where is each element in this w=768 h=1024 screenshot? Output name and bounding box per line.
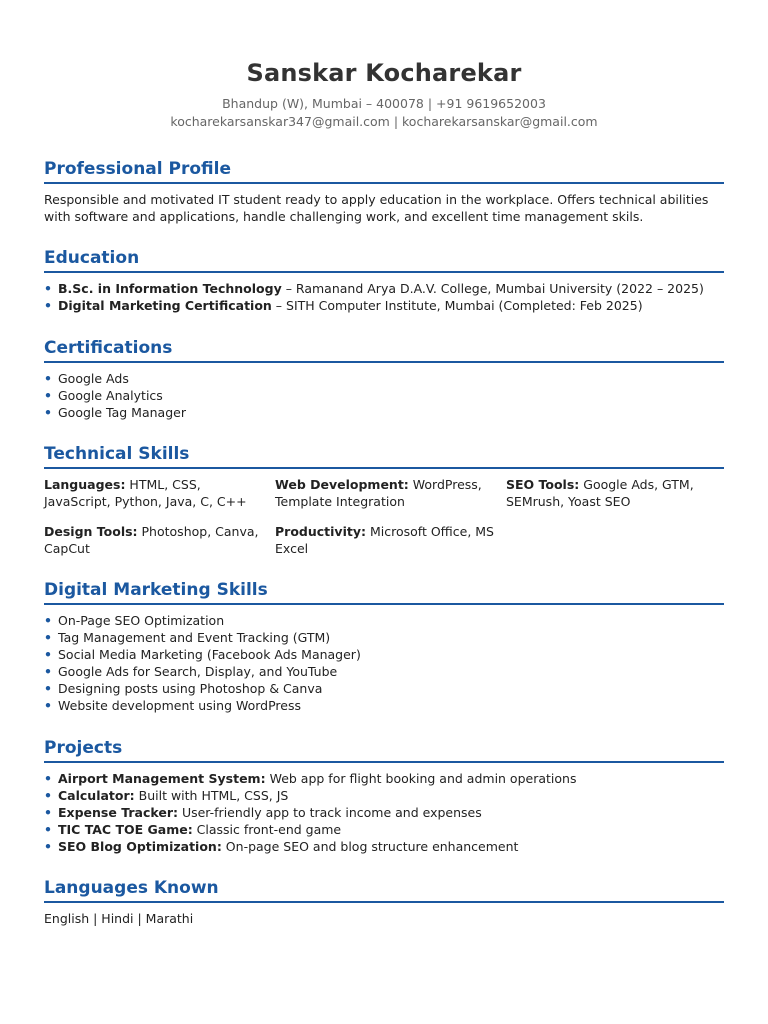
skill-value: HTML, CSS, JavaScript, Python, Java, C, C++ — [44, 477, 247, 509]
languages-text: English | Hindi | Marathi — [44, 911, 194, 926]
skill-design-tools — [44, 523, 275, 557]
project-description: Built with HTML, CSS, JS — [134, 788, 289, 803]
project-name: TIC TAC TOE Game: — [58, 822, 193, 837]
project-name: Calculator: — [58, 788, 135, 803]
contact-info — [0, 95, 768, 130]
profile-text: Responsible and motivated IT student ready to apply education in the workplace. Offers technical abilities with software and applications, handle challenging work, and excellent time management skils. — [44, 192, 709, 224]
section-title-technical: Technical Skills — [44, 443, 724, 469]
skill-label: Languages: — [44, 477, 126, 492]
project-name: Airport Management System: — [58, 771, 266, 786]
skill-label: Web Development: — [275, 477, 409, 492]
project-description: On-page SEO and blog structure enhancement — [221, 839, 519, 854]
skill-value: Microsoft Office, MS Excel — [275, 524, 494, 556]
skill-label: Productivity: — [275, 524, 366, 539]
section-title-profile: Professional Profile — [44, 158, 724, 184]
project-item — [44, 804, 724, 821]
section-digital-marketing — [44, 579, 724, 714]
skill-productivity — [275, 523, 506, 557]
project-description: Web app for flight booking and admin operations — [265, 771, 577, 786]
section-education — [44, 247, 724, 314]
skills-grid — [44, 476, 724, 557]
skill-value: Photoshop, Canva, CapCut — [44, 524, 259, 556]
section-technical-skills — [44, 443, 724, 557]
project-name: SEO Blog Optimization: — [58, 839, 222, 854]
education-degree: B.Sc. in Information Technology — [58, 281, 282, 296]
education-item — [44, 280, 724, 297]
candidate-name: Sanskar Kocharekar — [246, 59, 522, 87]
project-item — [44, 787, 724, 804]
project-item — [44, 770, 724, 787]
section-title-certifications: Certifications — [44, 337, 724, 363]
skill-web-development — [275, 476, 506, 510]
digital-skill-item: • Social Media Marketing (Facebook Ads Manager) — [44, 646, 724, 663]
skill-label: Design Tools: — [44, 524, 138, 539]
education-degree: Digital Marketing Certification — [58, 298, 272, 313]
skill-label: SEO Tools: — [506, 477, 580, 492]
digital-skill-item: • Google Ads for Search, Display, and YouTube — [44, 663, 724, 680]
section-languages — [44, 877, 724, 927]
digital-skill-item: • Designing posts using Photoshop & Canva — [44, 680, 724, 697]
section-title-languages: Languages Known — [44, 877, 724, 903]
section-certifications — [44, 337, 724, 421]
education-item — [44, 297, 724, 314]
digital-skill-item: • Website development using WordPress — [44, 697, 724, 714]
section-title-digital: Digital Marketing Skills — [44, 579, 724, 605]
skill-value: WordPress, Template Integration — [275, 477, 482, 509]
section-title-education: Education — [44, 247, 724, 273]
project-name: Expense Tracker: — [58, 805, 178, 820]
skill-seo-tools — [506, 476, 724, 510]
certification-item: • Google Analytics — [44, 387, 724, 404]
skill-value: Google Ads, GTM, SEMrush, Yoast SEO — [506, 477, 694, 509]
skill-languages — [44, 476, 275, 510]
section-title-projects: Projects — [44, 737, 724, 763]
project-description: User-friendly app to track income and expenses — [177, 805, 482, 820]
section-projects — [44, 737, 724, 855]
digital-skill-item: • Tag Management and Event Tracking (GTM) — [44, 629, 724, 646]
project-item — [44, 821, 724, 838]
education-detail: – Ramanand Arya D.A.V. College, Mumbai University (2022 – 2025) — [281, 281, 704, 296]
contact-emails: kocharekarsanskar347@gmail.com | kocharekarsanskar@gmail.com — [170, 113, 598, 129]
section-profile — [44, 158, 724, 225]
project-item — [44, 838, 724, 855]
resume-header — [0, 0, 768, 130]
project-description: Classic front-end game — [192, 822, 342, 837]
contact-address-phone: Bhandup (W), Mumbai – 400078 | +91 9619652003 — [222, 96, 546, 111]
certification-item: • Google Tag Manager — [44, 404, 724, 421]
digital-skill-item: • On-Page SEO Optimization — [44, 612, 724, 629]
certification-item: • Google Ads — [44, 370, 724, 387]
education-detail: – SITH Computer Institute, Mumbai (Completed: Feb 2025) — [271, 298, 643, 313]
